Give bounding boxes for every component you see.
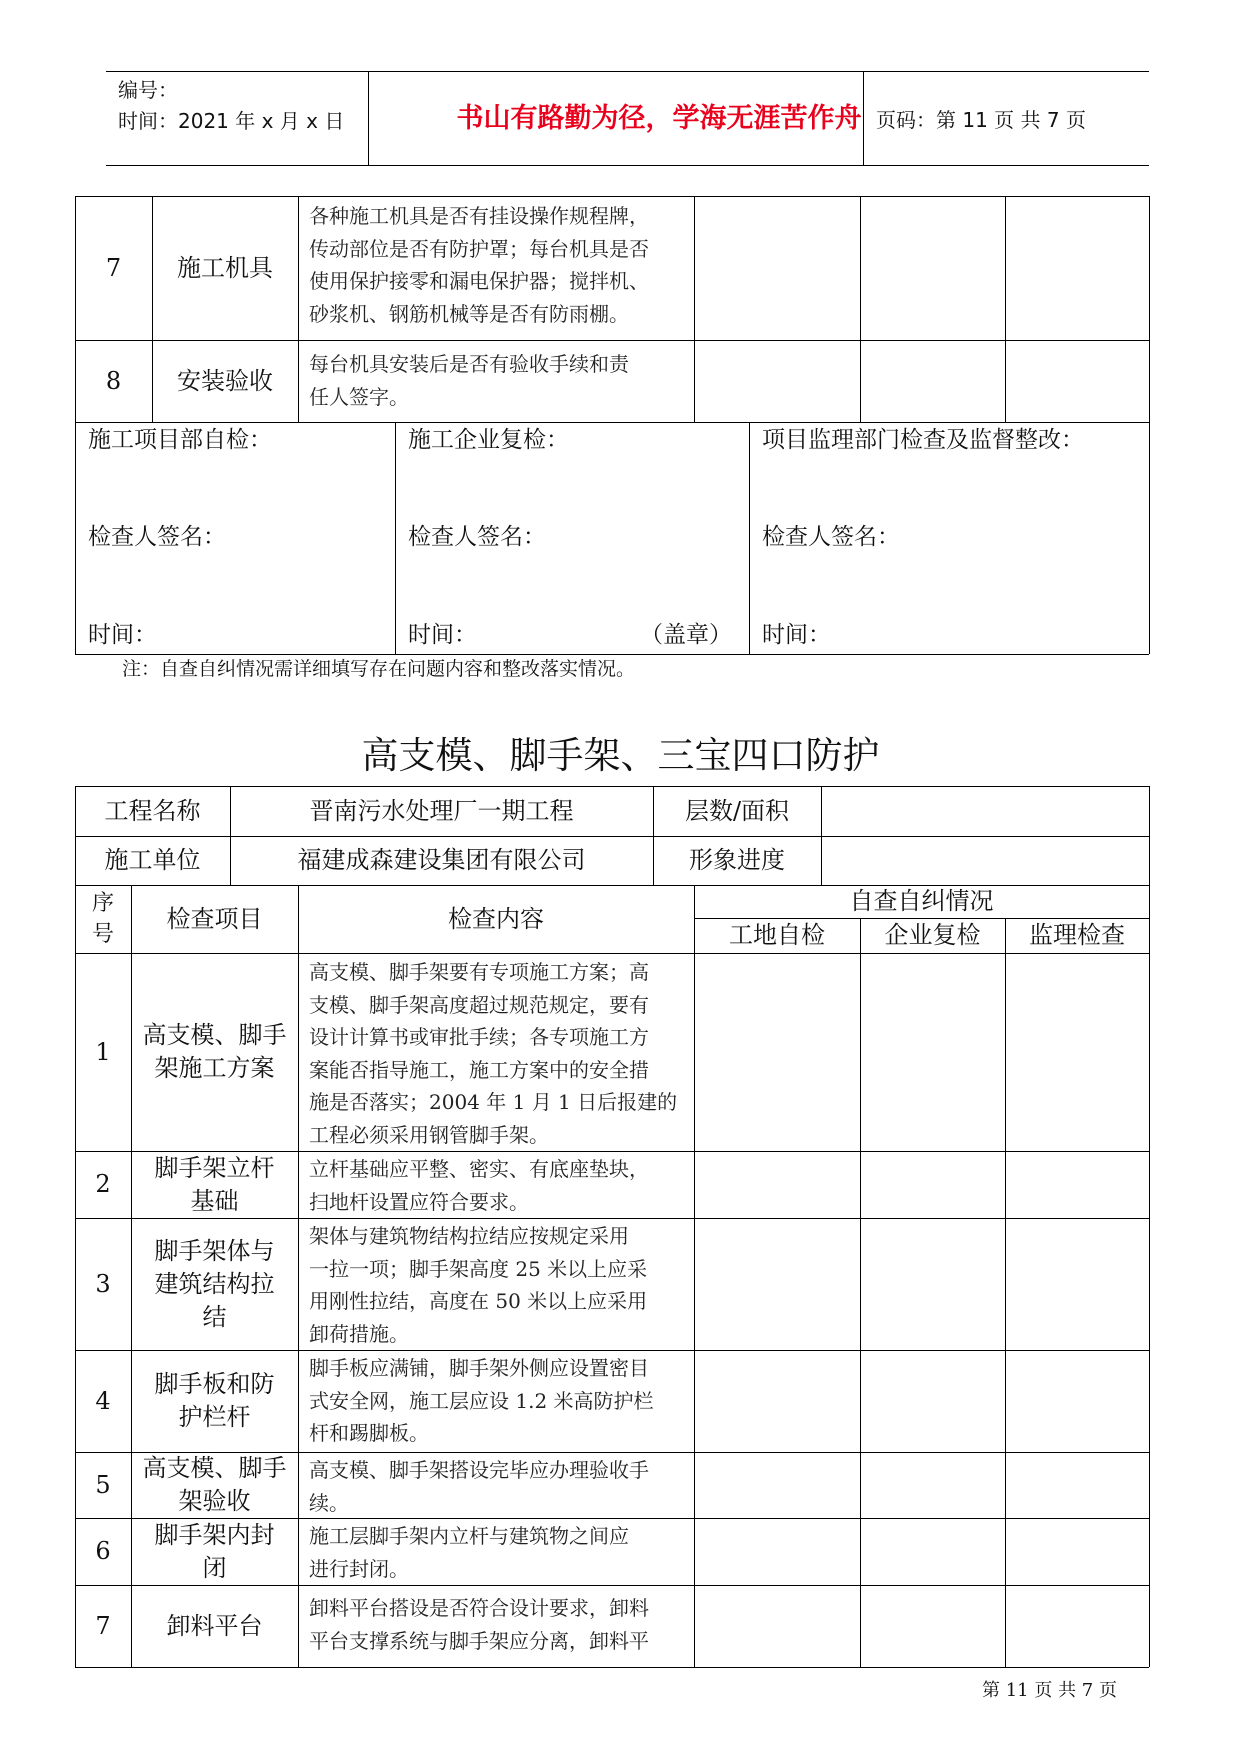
table-row-content: 各种施工机具是否有挂设操作规程牌， 传动部位是否有防护罩；每台机具是否 使用保护接零和漏电保护器；搅拌机、 砂浆机、钢筋机械等是否有防雨棚。: [309, 204, 649, 326]
table-row-item: 安装验收: [177, 366, 273, 395]
table-row-no: 2: [95, 1170, 111, 1198]
table-row-content: 高支模、脚手架要有专项施工方案；高 支模、脚手架高度超过规范规定，要有 设计计算书或审批手续；各专项施工方 案能否指导施工，施工方案中的安全措 施是否落实；2004 年 1 月 1 日后报建的 工程必须采用钢管脚手架。: [309, 960, 678, 1147]
project-name-label: 工程名称: [104, 796, 201, 825]
table-row-content: 施工层脚手架内立杆与建筑物之间应 进行封闭。: [309, 1524, 629, 1581]
signer-label: 检查人签名：: [762, 524, 900, 550]
time-label: 时间：: [408, 622, 477, 648]
table-row-item: 脚手架立杆 基础: [154, 1153, 275, 1215]
document-time-label: 时间：2021 年 x 月 x 日: [118, 109, 345, 133]
table-row-no: 4: [95, 1386, 111, 1415]
project-name-value: 晋南污水处理厂一期工程: [309, 796, 574, 825]
table-row-item: 脚手架体与 建筑结构拉 结: [154, 1236, 275, 1331]
table-row-item: 施工机具: [177, 253, 273, 282]
table-row-no: 7: [95, 1611, 111, 1640]
page-footer: 第 11 页 共 7 页: [982, 1680, 1117, 1701]
document-number-label: 编号：: [118, 78, 178, 102]
column-header-self-check: 自查自纠情况: [849, 887, 994, 915]
signer-label: 检查人签名：: [88, 524, 226, 550]
column-header-item: 检查项目: [166, 904, 263, 933]
table-row-content: 架体与建筑物结构拉结应按规定采用 一拉一项；脚手架高度 25 米以上应采 用刚性拉结，高度在 50 米以上应采用 卸荷措施。: [309, 1224, 648, 1346]
table-row-item: 卸料平台: [166, 1611, 263, 1640]
table-row-no: 1: [95, 1037, 111, 1066]
table-row-no: 3: [95, 1269, 111, 1298]
column-header-content: 检查内容: [448, 904, 544, 933]
table-row-no: 5: [95, 1470, 111, 1499]
table-row-item: 高支模、脚手 架验收: [142, 1454, 287, 1515]
column-header-no: 序 号: [91, 891, 114, 947]
table-row-content: 卸料平台搭设是否符合设计要求，卸料 平台支撑系统与脚手架应分离，卸料平: [309, 1596, 649, 1653]
table-row-item: 脚手架内封 闭: [154, 1520, 275, 1582]
table-row-content: 立杆基础应平整、密实、有底座垫块， 扫地杆设置应符合要求。: [309, 1157, 649, 1214]
page-header: [106, 71, 1149, 166]
header-divider: [368, 72, 369, 165]
column-header-company-check: 企业复检: [884, 921, 981, 949]
progress-label: 形象进度: [689, 846, 785, 874]
header-page-label: 页码：第 11 页 共 7 页: [876, 108, 1086, 132]
contractor-label: 施工单位: [104, 846, 201, 874]
header-left: [118, 75, 344, 137]
time-label: 时间：: [762, 622, 831, 648]
column-header-site-check: 工地自检: [729, 921, 825, 949]
header-motto: 书山有路勤为径，学海无涯苦作舟: [456, 103, 862, 134]
supervision-check-label: 项目监理部门检查及监督整改：: [762, 427, 1084, 453]
table-row-no: 6: [95, 1537, 111, 1565]
company-check-label: 施工企业复检：: [408, 427, 569, 453]
header-divider: [863, 72, 864, 165]
table-row-content: 脚手板应满铺，脚手架外侧应设置密目 式安全网，施工层应设 1.2 米高防护栏 杆和踢脚板。: [309, 1356, 654, 1445]
floors-area-label: 层数/面积: [684, 796, 790, 825]
column-header-supervision-check: 监理检查: [1029, 921, 1125, 949]
self-check-label: 施工项目部自检：: [88, 427, 272, 453]
seal-label: （盖章）: [640, 622, 732, 648]
signer-label: 检查人签名：: [408, 524, 546, 550]
time-label: 时间：: [88, 622, 157, 648]
contractor-value: 福建成森建设集团有限公司: [297, 846, 586, 874]
table-row-content: 每台机具安装后是否有验收手续和责 任人签字。: [309, 352, 629, 409]
table-row-item: 高支模、脚手 架施工方案: [142, 1021, 287, 1082]
table-note: 注：自查自纠情况需详细填写存在问题内容和整改落实情况。: [122, 658, 636, 680]
table-row-no: 7: [105, 253, 122, 282]
table-row-no: 8: [105, 366, 122, 395]
table-row-content: 高支模、脚手架搭设完毕应办理验收手 续。: [309, 1458, 649, 1515]
table-row-item: 脚手板和防 护栏杆: [154, 1370, 275, 1431]
section-title: 高支模、脚手架、三宝四口防护: [361, 734, 880, 777]
